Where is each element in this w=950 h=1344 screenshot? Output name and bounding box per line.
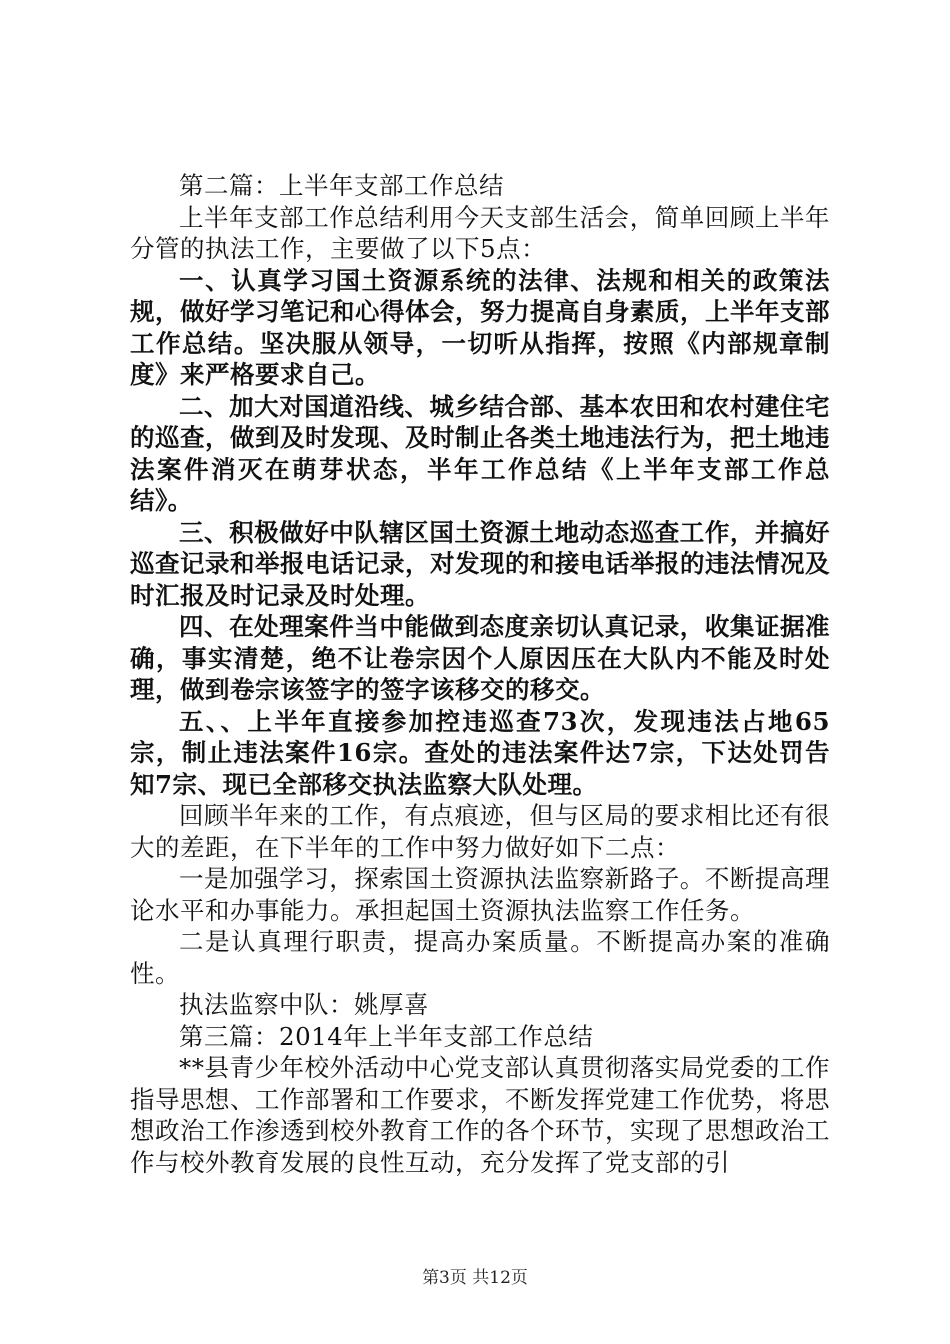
plan-2-paragraph: 二是认真理行职责，提高办案质量。不断提高办案的准确性。 [130,927,830,988]
item-2-paragraph: 二、加大对国道沿线、城乡结合部、基本农田和农村建住宅的巡查，做到及时发现、及时制止各类土地违法行为，把土地违法案件消灭在萌芽状态，半年工作总结《上半年支部工作总结》。 [130,391,830,515]
heading-part-2: 第二篇：上半年支部工作总结 [179,171,504,200]
part-3-opening-paragraph: **县青少年校外活动中心党支部认真贯彻落实局党委的工作指导思想、工作部署和工作要求，不断发挥党建工作优势，将思想政治工作渗透到校外教育工作的各个环节，实现了思想政治工作与校外教育发展的良性互动，充分发挥了党支部的引 [130,1053,830,1177]
heading-part-3: 第三篇：2014年上半年支部工作总结 [179,1021,594,1051]
document-body [130,170,830,1178]
page-number-footer: 第3页 共12页 [422,1268,528,1288]
item-1-paragraph: 一、认真学习国土资源系统的法律、法规和相关的政策法规，做好学习笔记和心得体会，努力提高自身素质，上半年支部工作总结。坚决服从领导，一切听从指挥，按照《内部规章制度》来严格要求自己。 [130,265,830,389]
plan-1-paragraph: 一是加强学习，探索国土资源执法监察新路子。不断提高理论水平和办事能力。承担起国土资源执法监察工作任务。 [130,864,830,925]
item-4-paragraph: 四、在处理案件当中能做到态度亲切认真记录，收集证据准确，事实清楚，绝不让卷宗因个人原因压在大队内不能及时处理，做到卷宗该签字的签字该移交的移交。 [130,612,830,704]
item-5-paragraph: 五、、上半年直接参加控违巡查73次，发现违法占地65宗，制止违法案件16宗。查处的违法案件达7宗，下达处罚告知7宗、现已全部移交执法监察大队处理。 [130,706,830,799]
item-3-paragraph: 三、积极做好中队辖区国土资源土地动态巡查工作，并搞好巡查记录和举报电话记录，对发现的和接电话举报的违法情况及时汇报及时记录及时处理。 [130,517,830,610]
signature-line: 执法监察中队：姚厚喜 [179,990,429,1019]
intro-paragraph: 上半年支部工作总结利用今天支部生活会，简单回顾上半年分管的执法工作，主要做了以下5点： [130,202,830,263]
review-paragraph: 回顾半年来的工作，有点痕迹，但与区局的要求相比还有很大的差距，在下半年的工作中努力做好如下二点： [130,801,830,862]
